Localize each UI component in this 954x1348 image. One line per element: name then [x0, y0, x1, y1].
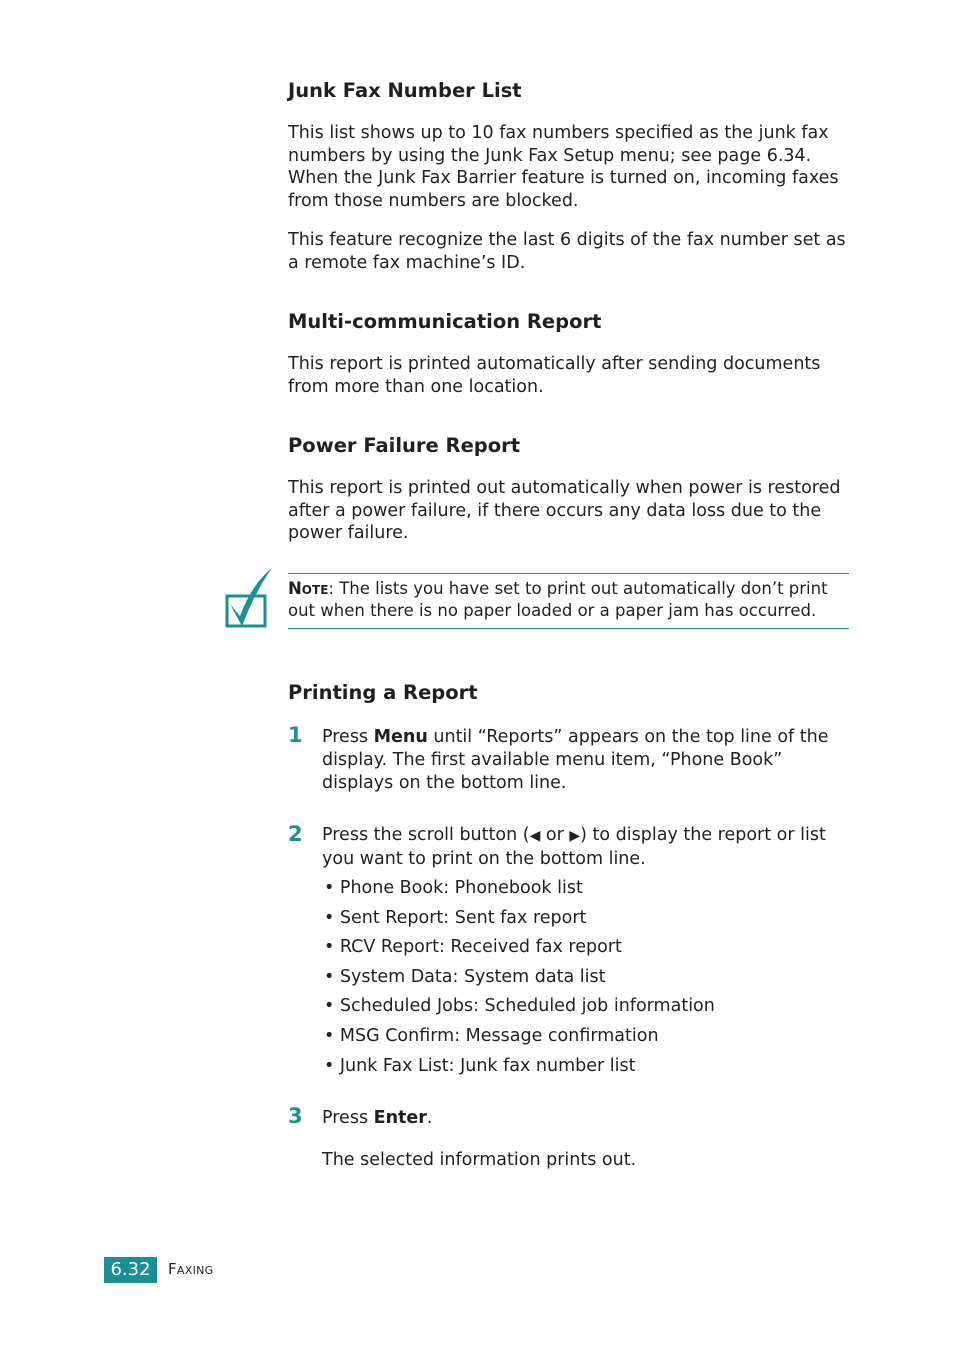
left-arrow-icon: ◀ — [529, 828, 541, 844]
step-2-number: 2 — [288, 822, 303, 846]
right-arrow-icon: ▶ — [569, 828, 581, 844]
report-list — [324, 877, 824, 1084]
section-name: Faxing — [168, 1260, 214, 1278]
heading-power-failure-report: Power Failure Report — [288, 434, 521, 457]
heading-printing-a-report: Printing a Report — [288, 681, 478, 704]
step-2-pre: Press the scroll button ( — [322, 825, 530, 845]
list-item: • Scheduled Jobs: Scheduled job information — [324, 996, 715, 1017]
note-top-rule — [288, 573, 849, 574]
list-item: • Sent Report: Sent fax report — [324, 907, 587, 928]
step-2-mid: or — [540, 825, 570, 845]
heading-junk-fax-list: Junk Fax Number List — [288, 79, 522, 102]
step-3-result: The selected information prints out. — [322, 1150, 637, 1170]
step-1-number: 1 — [288, 723, 303, 747]
list-item: • Junk Fax List: Junk fax number list — [324, 1055, 636, 1076]
list-item: • System Data: System data list — [324, 966, 606, 987]
checkmark-note-icon — [222, 566, 274, 630]
note-body: : The lists you have set to print out automatically don’t print out when there is no paper loaded or a paper jam has occurred. — [288, 579, 828, 620]
step-3-bold: Enter — [373, 1108, 427, 1128]
note-bottom-rule — [288, 628, 849, 629]
step-3-pre: Press — [322, 1108, 374, 1128]
page-number: 6.32 — [104, 1257, 157, 1283]
step-2-post: ) to display the report or list you want to print on the bottom line. — [322, 825, 826, 869]
step-1-text — [322, 726, 852, 795]
paragraph-junk-fax-description: This list shows up to 10 fax numbers specified as the junk fax numbers by using the Junk Fax Setup menu; see page 6.34. When the Junk Fax Barrier feature is turned on, incoming faxes from those numbers are blocked. — [288, 123, 839, 211]
step-1-pre: Press — [322, 727, 374, 747]
step-1-bold: Menu — [373, 727, 428, 747]
step-3-text — [322, 1107, 852, 1130]
heading-multi-communication-report: Multi-communication Report — [288, 310, 602, 333]
paragraph-power-failure: This report is printed out automatically when power is restored after a power failure, if there occurs any data loss due to the power failure. — [288, 478, 841, 543]
paragraph-junk-fax-recognition: This feature recognize the last 6 digits of the fax number set as a remote fax machine’s ID. — [288, 230, 846, 273]
step-2-text — [322, 824, 852, 871]
note-label: Note — [288, 579, 329, 598]
step-3-post: . — [426, 1108, 433, 1128]
list-item: • RCV Report: Received fax report — [324, 937, 622, 958]
note-text — [288, 578, 853, 622]
list-item: • MSG Confirm: Message confirmation — [324, 1025, 659, 1046]
step-1-post: until “Reports” appears on the top line of the display. The first available menu item, “Phone Book” displays on the bottom line. — [322, 727, 829, 793]
list-item: • Phone Book: Phonebook list — [324, 878, 583, 898]
step-3-number: 3 — [288, 1104, 303, 1128]
paragraph-multi-communication: This report is printed automatically after sending documents from more than one location. — [288, 354, 821, 397]
